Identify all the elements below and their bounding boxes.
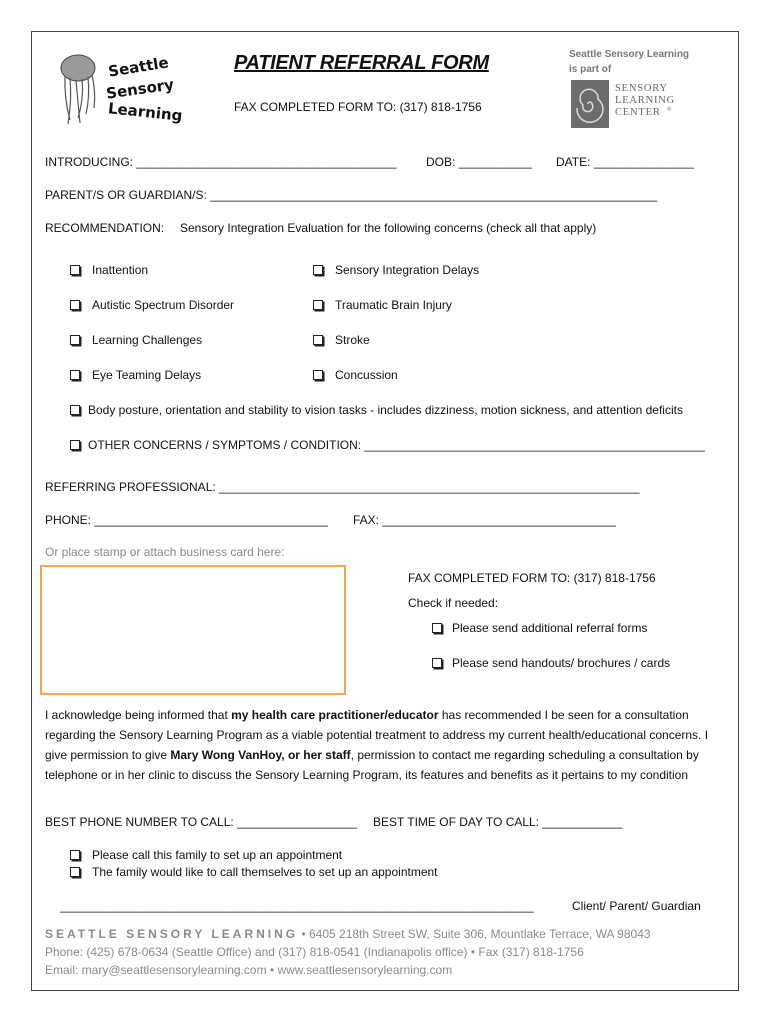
referral-form-page bbox=[31, 31, 739, 991]
recommendation-text: Sensory Integration Evaluation for the following concerns (check all that apply) bbox=[180, 221, 597, 235]
ack-bold-practitioner: my health care practitioner/educator bbox=[231, 708, 439, 722]
concern-stroke[interactable] bbox=[313, 333, 370, 347]
spiral-shell-icon bbox=[571, 80, 609, 128]
checkbox[interactable] bbox=[313, 370, 323, 380]
header-fax-line: FAX COMPLETED FORM TO: (317) 818-1756 bbox=[234, 100, 482, 114]
signature-line[interactable]: _______________________________________________________________________ bbox=[60, 899, 534, 913]
checkbox[interactable] bbox=[313, 265, 323, 275]
option-additional-forms[interactable] bbox=[432, 621, 647, 635]
concern-label: Autistic Spectrum Disorder bbox=[92, 298, 235, 312]
partner-logo-line2: LEARNING bbox=[615, 95, 676, 106]
date-field[interactable]: DATE: _______________ bbox=[556, 155, 694, 169]
checkbox[interactable] bbox=[432, 623, 442, 633]
stamp-hint: Or place stamp or attach business card here: bbox=[45, 545, 285, 559]
registered-mark: ® bbox=[667, 107, 673, 113]
side-fax-line: FAX COMPLETED FORM TO: (317) 818-1756 bbox=[408, 571, 656, 585]
best-time-field[interactable]: BEST TIME OF DAY TO CALL: ____________ bbox=[373, 815, 623, 829]
acknowledgement-paragraph bbox=[45, 705, 730, 785]
ack-text-3: , permission to contact me regarding scheduling a consultation by telephone or in her clinic to discuss the Sensory Learning Program, its features and benefits as it pertains to my condition bbox=[45, 748, 699, 782]
checkbox[interactable] bbox=[432, 658, 442, 668]
best-phone-field[interactable]: BEST PHONE NUMBER TO CALL: __________________ bbox=[45, 815, 358, 829]
concern-autistic-spectrum[interactable] bbox=[70, 298, 234, 312]
concern-concussion[interactable] bbox=[313, 368, 398, 382]
concern-other[interactable] bbox=[70, 438, 705, 452]
page-title: PATIENT REFERRAL FORM bbox=[234, 52, 489, 74]
option-label: Please send additional referral forms bbox=[452, 621, 648, 635]
logo-word-learning: Learning bbox=[107, 99, 184, 125]
concern-label: Sensory Integration Delays bbox=[335, 263, 480, 277]
concern-inattention[interactable] bbox=[70, 263, 148, 277]
check-if-needed-label: Check if needed: bbox=[408, 596, 499, 610]
sensory-learning-center-logo bbox=[571, 80, 721, 132]
seattle-sensory-learning-logo bbox=[50, 48, 184, 128]
checkbox[interactable] bbox=[70, 405, 80, 415]
recommendation-label: RECOMMENDATION: bbox=[45, 221, 165, 235]
option-label: The family would like to call themselves to set up an appointment bbox=[92, 865, 438, 879]
concern-label: Learning Challenges bbox=[92, 333, 203, 347]
signature-label: Client/ Parent/ Guardian bbox=[572, 899, 701, 913]
option-call-family[interactable] bbox=[70, 848, 342, 862]
footer-brand: SEATTLE SENSORY LEARNING bbox=[45, 927, 299, 941]
ack-bold-staff: Mary Wong VanHoy, or her staff bbox=[170, 748, 351, 762]
concern-label: Inattention bbox=[92, 263, 149, 277]
checkbox[interactable] bbox=[70, 265, 80, 275]
partner-logo-line3: CENTER bbox=[615, 107, 661, 118]
concern-label: Eye Teaming Delays bbox=[92, 368, 202, 382]
stamp-area[interactable] bbox=[40, 565, 346, 695]
checkbox[interactable] bbox=[70, 335, 80, 345]
concern-traumatic-brain-injury[interactable] bbox=[313, 298, 452, 312]
checkbox[interactable] bbox=[70, 300, 80, 310]
concern-eye-teaming[interactable] bbox=[70, 368, 201, 382]
option-label: Please call this family to set up an appointment bbox=[92, 848, 343, 862]
footer-address-line bbox=[45, 927, 651, 941]
option-label: Please send handouts/ brochures / cards bbox=[452, 656, 671, 670]
introducing-field[interactable]: INTRODUCING: _______________________________________ bbox=[45, 155, 397, 169]
partner-logo-line1: SENSORY bbox=[615, 83, 668, 94]
dob-field[interactable]: DOB: ___________ bbox=[426, 155, 533, 169]
phone-field[interactable]: PHONE: ___________________________________ bbox=[45, 513, 328, 527]
parent-guardian-field[interactable]: PARENT/S OR GUARDIAN/S: ___________________________________________________________________ bbox=[45, 188, 658, 202]
checkbox[interactable] bbox=[70, 850, 80, 860]
partner-note-line1: Seattle Sensory Learning bbox=[569, 49, 690, 60]
footer-email-line: Email: mary@seattlesensorylearning.com • www.seattlesensorylearning.com bbox=[45, 963, 453, 977]
checkbox[interactable] bbox=[70, 370, 80, 380]
concern-body-posture[interactable] bbox=[70, 403, 683, 417]
logo-word-sensory: Sensory bbox=[105, 75, 175, 103]
concern-label: Body posture, orientation and stability to vision tasks - includes dizziness, motion sickness, and attention deficits bbox=[88, 403, 683, 417]
concern-sensory-integration[interactable] bbox=[313, 263, 479, 277]
checkbox[interactable] bbox=[313, 335, 323, 345]
footer-phone-line: Phone: (425) 678-0634 (Seattle Office) and (317) 818-0541 (Indianapolis office) • Fax (317) 818-1756 bbox=[45, 945, 584, 959]
footer-address: • 6405 218th Street SW, Suite 306, Mountlake Terrace, WA 98043 bbox=[298, 927, 651, 941]
referring-professional-field[interactable]: REFERRING PROFESSIONAL: _______________________________________________________________ bbox=[45, 480, 640, 494]
concern-label: Traumatic Brain Injury bbox=[335, 298, 452, 312]
ack-text-2: has recommended I be seen for a consultation regarding the Sensory Learning Program as a viable potential treatment to address my current health/educational concerns. I give permission to give bbox=[45, 708, 709, 762]
checkbox[interactable] bbox=[313, 300, 323, 310]
option-family-calls[interactable] bbox=[70, 865, 438, 879]
ack-text-1: I acknowledge being informed that bbox=[45, 708, 232, 722]
concern-learning-challenges[interactable] bbox=[70, 333, 202, 347]
logo-word-seattle: Seattle bbox=[106, 53, 170, 81]
partner-note-line2: is part of bbox=[569, 64, 612, 75]
fax-field[interactable]: FAX: ___________________________________ bbox=[353, 513, 616, 527]
concern-label: Stroke bbox=[335, 333, 370, 347]
concern-label: Concussion bbox=[335, 368, 398, 382]
other-concerns-field[interactable]: OTHER CONCERNS / SYMPTOMS / CONDITION: ___________________________________________________ bbox=[88, 438, 705, 452]
checkbox[interactable] bbox=[70, 867, 80, 877]
option-handouts[interactable] bbox=[432, 656, 670, 670]
checkbox[interactable] bbox=[70, 440, 80, 450]
